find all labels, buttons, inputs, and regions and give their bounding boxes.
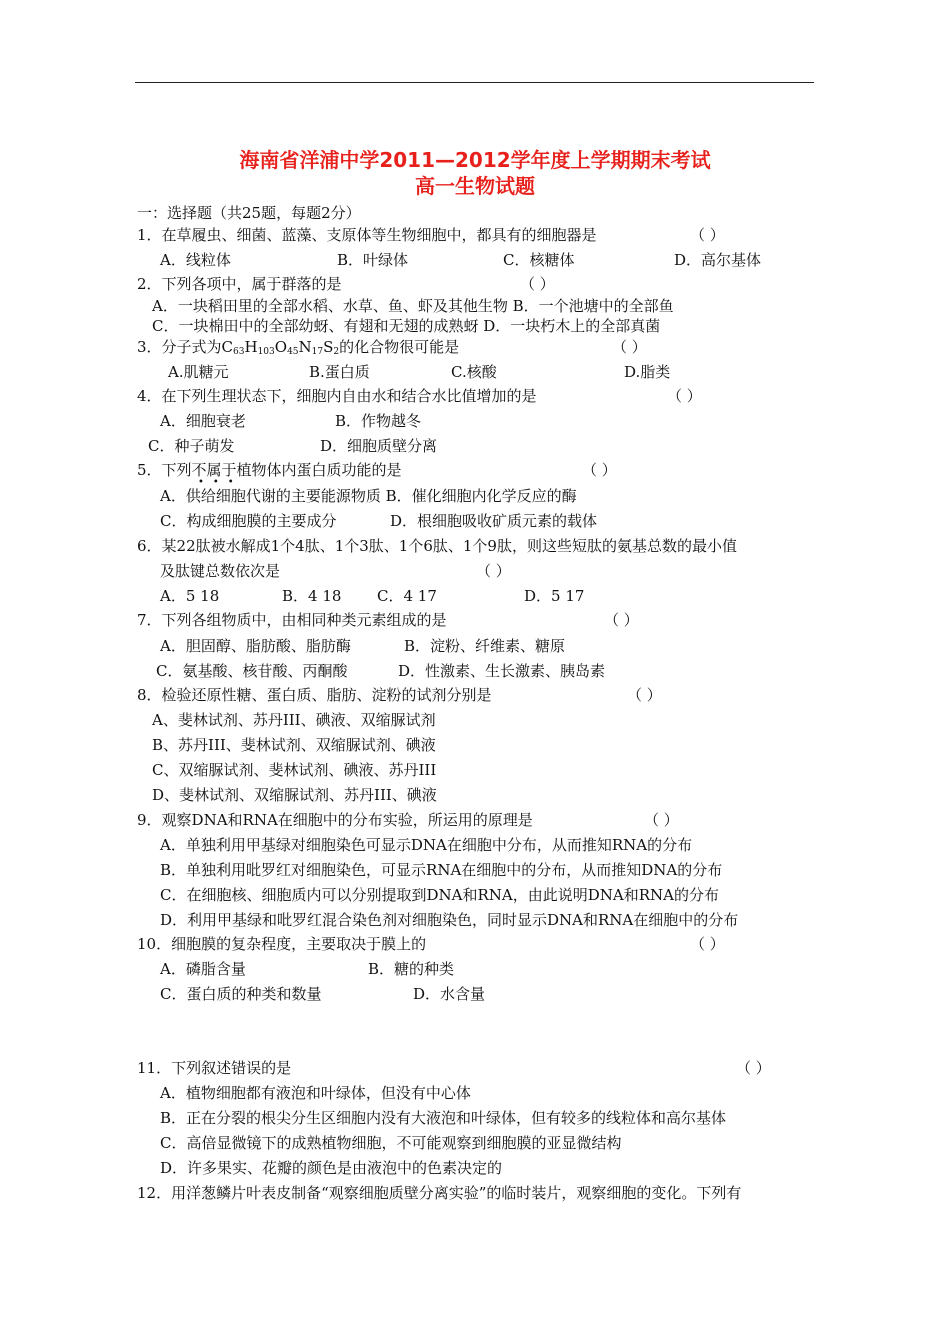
q6-option-a: A．5 18	[160, 587, 220, 605]
q5-options-ab: A．供给细胞代谢的主要能源物质 B．催化细胞内化学反应的酶	[160, 487, 577, 505]
q3-option-a: A.肌糖元	[168, 363, 229, 381]
q6-option-d: D．5 17	[524, 587, 585, 605]
q11-option-d: D．许多果实、花瓣的颜色是由液泡中的色素决定的	[160, 1159, 503, 1177]
q6-option-b: B．4 18	[282, 587, 342, 605]
q6-stem-line1: 6．某22肽被水解成1个4肽、1个3肽、1个6肽、1个9肽，则这些短肽的氨基总数的最小值	[137, 537, 737, 555]
q6-option-c: C．4 17	[377, 587, 437, 605]
q11-answer-paren: （ ）	[736, 1059, 771, 1077]
q2-stem: 2．下列各项中，属于群落的是	[137, 275, 342, 293]
q7-option-b: B．淀粉、纤维素、糖原	[404, 637, 566, 655]
q9-option-b: B．单独利用吡罗红对细胞染色，可显示RNA在细胞中的分布，从而推知DNA的分布	[160, 861, 723, 879]
q2-options-cd: C．一块棉田中的全部幼蚜、有翅和无翅的成熟蚜 D．一块朽木上的全部真菌	[152, 317, 661, 335]
q7-option-a: A．胆固醇、脂肪酸、脂肪酶	[160, 637, 351, 655]
q8-stem: 8．检验还原性糖、蛋白质、脂肪、淀粉的试剂分别是	[137, 686, 492, 704]
q8-option-c: C、双缩脲试剂、斐林试剂、碘液、苏丹III	[152, 761, 437, 779]
q6-stem-line2: 及肽键总数依次是	[160, 562, 281, 580]
q12-stem: 12．用洋葱鳞片叶表皮制备“观察细胞质壁分离实验”的临时装片，观察细胞的变化。下列有	[137, 1184, 742, 1202]
q7-option-c: C．氨基酸、核苷酸、丙酮酸	[156, 662, 348, 680]
q11-stem: 11．下列叙述错误的是	[137, 1059, 292, 1077]
q4-answer-paren: （ ）	[667, 387, 702, 405]
q9-stem: 9．观察DNA和RNA在细胞中的分布实验，所运用的原理是	[137, 811, 533, 829]
q2-options-ab: A．一块稻田里的全部水稻、水草、鱼、虾及其他生物 B．一个池塘中的全部鱼	[152, 297, 674, 315]
q10-option-d: D．水含量	[413, 985, 486, 1003]
q11-option-a: A．植物细胞都有液泡和叶绿体，但没有中心体	[160, 1084, 471, 1102]
q8-answer-paren: （ ）	[627, 686, 662, 704]
q4-stem: 4．在下列生理状态下，细胞内自由水和结合水比值增加的是	[137, 387, 537, 405]
q6-answer-paren: （ ）	[476, 562, 511, 580]
q8-option-d: D、斐林试剂、双缩脲试剂、苏丹III、碘液	[152, 786, 437, 804]
q3-option-b: B.蛋白质	[309, 363, 370, 381]
q5-option-d: D．根细胞吸收矿质元素的载体	[390, 512, 598, 530]
q11-option-c: C．高倍显微镜下的成熟植物细胞，不可能观察到细胞膜的亚显微结构	[160, 1134, 622, 1152]
q8-option-a: A、斐林试剂、苏丹III、碘液、双缩脲试剂	[152, 711, 436, 729]
q5-emphasis-dots: •••	[198, 477, 243, 488]
q10-option-c: C．蛋白质的种类和数量	[160, 985, 322, 1003]
q7-answer-paren: （ ）	[604, 611, 639, 629]
header-rule	[135, 82, 814, 83]
q3-stem: 3．分子式为$C_{63}H_{103}O_{45}N_{17}S_2$的化合物很可能是	[137, 338, 460, 357]
q7-stem: 7．下列各组物质中，由相同种类元素组成的是	[137, 611, 447, 629]
q9-option-c: C．在细胞核、细胞质内可以分别提取到DNA和RNA，由此说明DNA和RNA的分布	[160, 886, 719, 904]
q9-answer-paren: （ ）	[644, 811, 679, 829]
section-heading: 一：选择题（共25题，每题2分）	[137, 204, 361, 222]
q7-option-d: D．性激素、生长激素、胰岛素	[398, 662, 606, 680]
q3-option-c: C.核酸	[451, 363, 497, 381]
q10-option-b: B．糖的种类	[368, 960, 455, 978]
q1-answer-paren: （ ）	[690, 226, 725, 244]
q1-option-b: B．叶绿体	[337, 251, 409, 269]
q10-option-a: A．磷脂含量	[160, 960, 246, 978]
q10-answer-paren: （ ）	[690, 935, 725, 953]
q3-answer-paren: （ ）	[612, 338, 647, 356]
q9-option-a: A．单独利用甲基绿对细胞染色可显示DNA在细胞中分布，从而推知RNA的分布	[160, 836, 693, 854]
q11-option-b: B．正在分裂的根尖分生区细胞内没有大液泡和叶绿体，但有较多的线粒体和高尔基体	[160, 1109, 727, 1127]
q3-option-d: D.脂类	[624, 363, 671, 381]
q9-option-d: D．利用甲基绿和吡罗红混合染色剂对细胞染色，同时显示DNA和RNA在细胞中的分布	[160, 911, 739, 929]
q2-answer-paren: （ ）	[520, 275, 555, 293]
q8-option-b: B、苏丹III、斐林试剂、双缩脲试剂、碘液	[152, 736, 436, 754]
exam-subtitle: 高一生物试题	[415, 174, 535, 198]
exam-title: 海南省洋浦中学2011—2012学年度上学期期末考试	[239, 148, 711, 172]
q1-stem: 1．在草履虫、细菌、蓝藻、支原体等生物细胞中，都具有的细胞器是	[137, 226, 597, 244]
q10-stem: 10．细胞膜的复杂程度，主要取决于膜上的	[137, 935, 427, 953]
q5-stem: 5．下列不属于植物体内蛋白质功能的是	[137, 461, 402, 479]
q4-option-a: A．细胞衰老	[160, 412, 246, 430]
q4-option-b: B．作物越冬	[335, 412, 422, 430]
q5-answer-paren: （ ）	[582, 461, 617, 479]
q5-option-c: C．构成细胞膜的主要成分	[160, 512, 337, 530]
q1-option-c: C．核糖体	[503, 251, 575, 269]
q4-option-c: C．种子萌发	[148, 437, 235, 455]
q4-option-d: D．细胞质壁分离	[320, 437, 438, 455]
q1-option-d: D．高尔基体	[674, 251, 762, 269]
q1-option-a: A．线粒体	[160, 251, 231, 269]
